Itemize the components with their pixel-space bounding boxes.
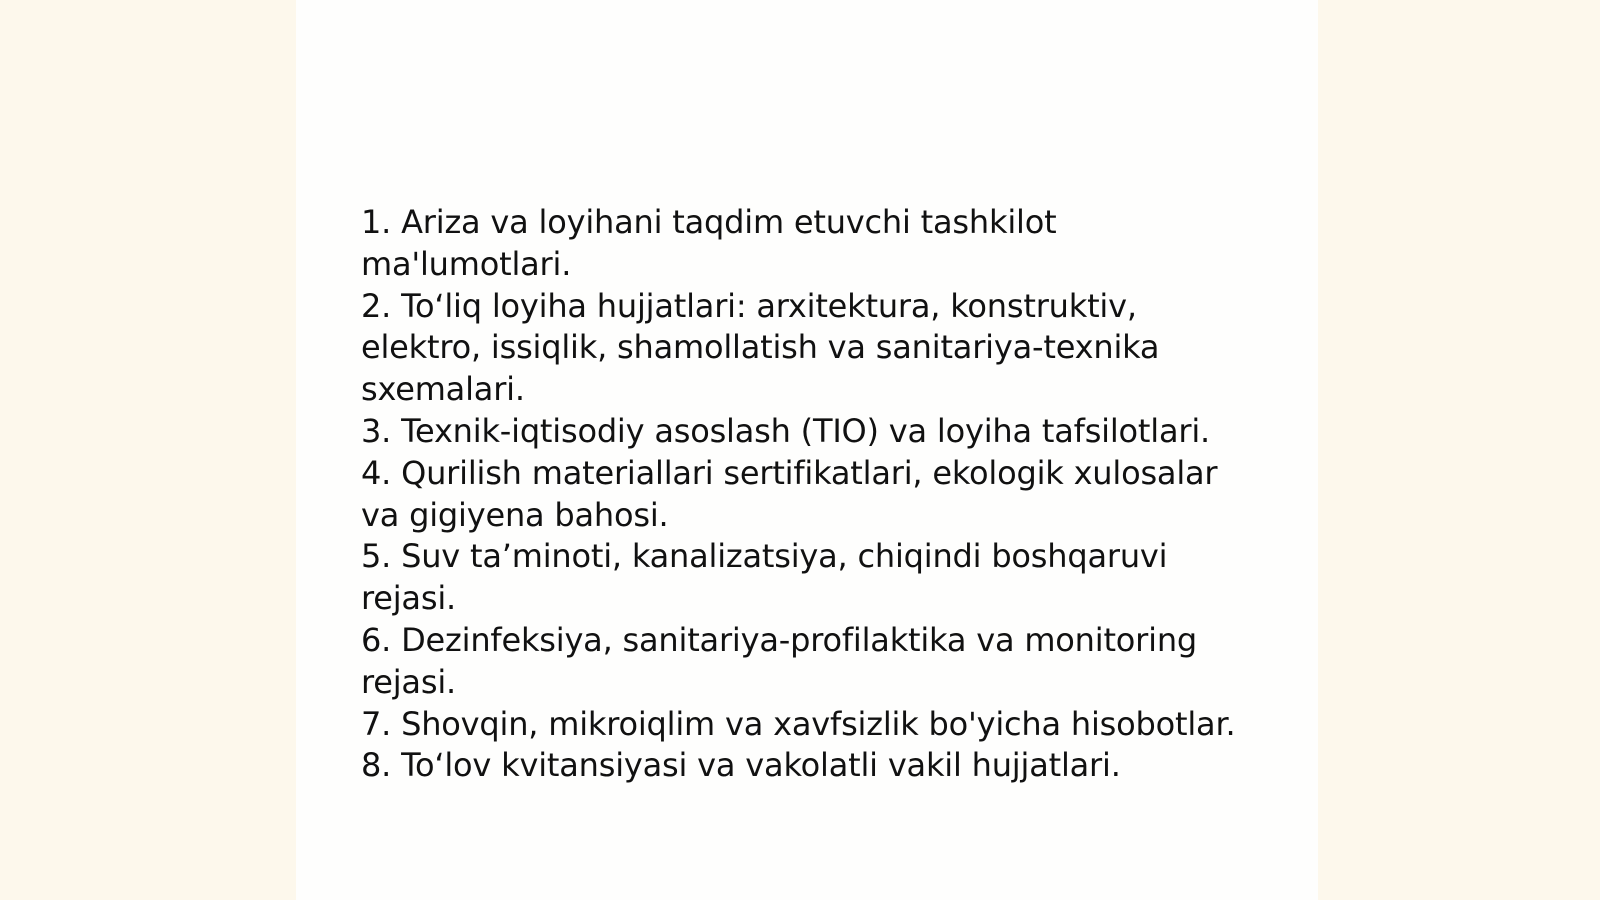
list-item: 8. To‘lov kvitansiyasi va vakolatli vakil hujjatlari. — [361, 746, 1121, 785]
list-item: 4. Qurilish materiallari sertifikatlari, ekologik xulosalar va gigiyena bahosi. — [361, 453, 1218, 534]
list-item: 3. Texnik-iqtisodiy asoslash (TIO) va loyiha tafsilotlari. — [361, 411, 1210, 450]
list-item: 1. Ariza va loyihani taqdim etuvchi tashkilot ma'lumotlari. — [361, 203, 1057, 283]
list-item: 7. Shovqin, mikroiqlim va xavfsizlik bo'yicha hisobotlar. — [361, 704, 1236, 743]
list-item: 2. To‘liq loyiha hujjatlari: arxitektura, konstruktiv, elektro, issiqlik, shamollatish va sanitariya-texnika sxemalari. — [361, 286, 1160, 409]
requirements-list — [361, 202, 1261, 787]
document-sheet — [296, 0, 1318, 900]
list-item: 6. Dezinfeksiya, sanitariya-profilaktika va monitoring rejasi. — [361, 620, 1198, 701]
list-item: 5. Suv ta’minoti, kanalizatsiya, chiqindi boshqaruvi rejasi. — [361, 537, 1168, 618]
